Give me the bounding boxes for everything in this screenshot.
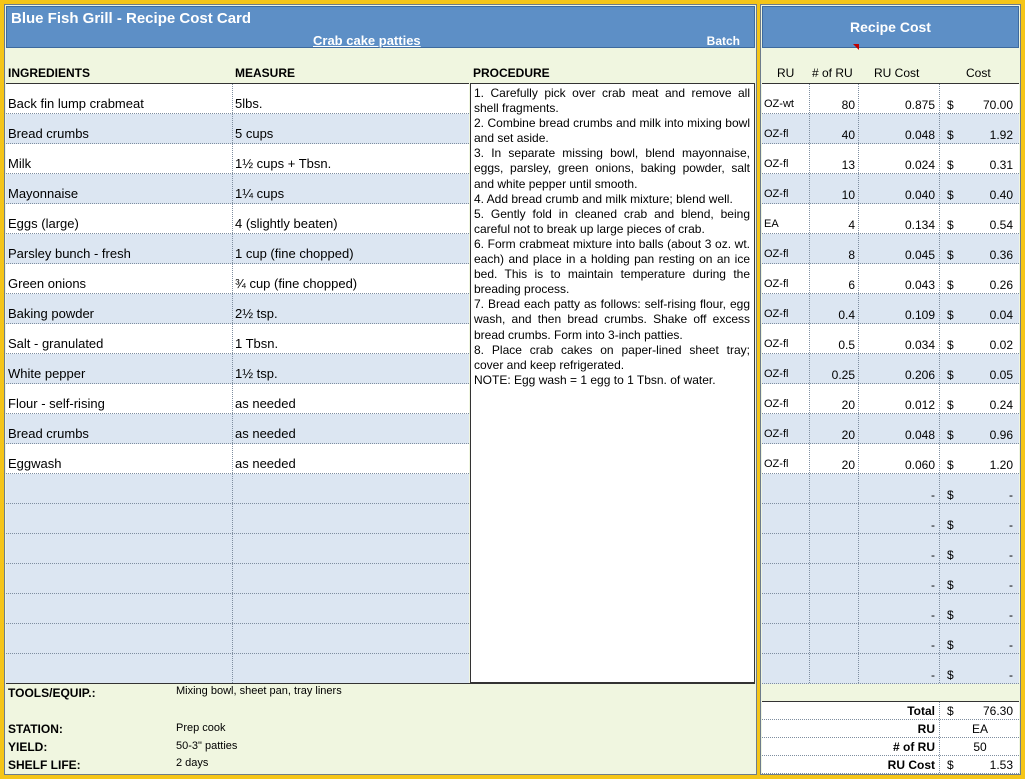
ru-cost-cell[interactable]: - [859, 564, 940, 593]
num-ru-cell[interactable]: 0.5 [810, 324, 859, 353]
ingredient-name-cell[interactable]: Parsley bunch - fresh [6, 234, 233, 263]
num-ru-total-label: # of RU [762, 738, 940, 755]
procedure-step: 8. Place crab cakes on paper-lined sheet tray; cover and keep refrigerated. [474, 342, 750, 372]
total-label: Total [762, 702, 940, 719]
measure-cell[interactable]: 5lbs. [235, 96, 263, 111]
cost-cell[interactable] [940, 204, 1019, 233]
cost-title-bar [762, 6, 1019, 48]
measure-cell[interactable]: ¾ cup (fine chopped) [235, 276, 358, 291]
ru-cell[interactable] [762, 594, 810, 623]
cost-row [762, 114, 1019, 144]
cost-value: 0.31 [989, 158, 1013, 172]
measure-header: MEASURE [235, 66, 296, 80]
cost-cell[interactable] [940, 294, 1019, 323]
currency-symbol: $ [947, 458, 954, 472]
cost-value: 0.26 [989, 278, 1013, 292]
cost-value: 0.40 [989, 188, 1013, 202]
ru-cost-cell[interactable]: 0.134 [859, 204, 940, 233]
cost-cell[interactable] [940, 324, 1019, 353]
currency-symbol: $ [947, 218, 954, 232]
ru-cost-cell[interactable]: - [859, 504, 940, 533]
ru-cost-cell[interactable]: 0.012 [859, 384, 940, 413]
ru-cell[interactable]: OZ-wt [762, 84, 810, 113]
currency-symbol: $ [947, 158, 954, 172]
cost-value: 0.54 [989, 218, 1013, 232]
ru-cost-cell[interactable]: - [859, 534, 940, 563]
cost-value: 1.20 [989, 458, 1013, 472]
measure-cell[interactable]: 1½ tsp. [235, 366, 278, 381]
cost-row [762, 444, 1019, 474]
cost-value: 0.05 [989, 368, 1013, 382]
ru-cell[interactable]: OZ-fl [762, 264, 810, 293]
cost-row [762, 594, 1019, 624]
measure-cell[interactable]: 1 cup (fine chopped) [235, 246, 354, 261]
ru-cost-header: RU Cost [874, 66, 920, 80]
measure-cell[interactable] [233, 534, 469, 563]
cost-row [762, 414, 1019, 444]
num-ru-cell[interactable]: 80 [810, 84, 859, 113]
num-ru-cell[interactable] [810, 534, 859, 563]
ru-cost-cell[interactable]: - [859, 594, 940, 623]
ingredient-name-cell[interactable]: Bread crumbs [6, 414, 233, 443]
yield-label: YIELD: [8, 740, 48, 754]
num-ru-cell[interactable] [810, 474, 859, 503]
procedure-step: 6. Form crabmeat mixture into balls (about 3 oz. wt. each) and place in a holding pan resting on an ice bed. This is to maintain temperature during the breading process. [474, 236, 750, 297]
num-ru-cell[interactable]: 4 [810, 204, 859, 233]
ingredient-name-cell[interactable] [6, 594, 233, 623]
ingredient-name-cell[interactable]: Eggs (large) [6, 204, 233, 233]
ru-cost-cell[interactable]: 0.206 [859, 354, 940, 383]
currency-symbol: $ [947, 518, 954, 532]
ingredient-name-cell[interactable]: Green onions [6, 264, 233, 293]
ru-cell[interactable]: EA [762, 204, 810, 233]
ru-cell[interactable]: OZ-fl [762, 144, 810, 173]
cost-cell[interactable] [940, 594, 1019, 623]
ingredient-row [6, 354, 469, 384]
ingredient-name-cell[interactable]: Back fin lump crabmeat [6, 84, 233, 113]
procedure-box[interactable] [470, 83, 755, 683]
recipe-name-link[interactable]: Crab cake patties [313, 33, 421, 48]
cost-row [762, 534, 1019, 564]
ru-cell[interactable] [762, 564, 810, 593]
ru-cell[interactable]: OZ-fl [762, 444, 810, 473]
measure-cell[interactable]: as needed [235, 396, 296, 411]
ingredient-row [6, 504, 469, 534]
ingredient-name-cell[interactable] [6, 504, 233, 533]
currency-symbol: $ [947, 548, 954, 562]
ingredient-name-cell[interactable] [6, 624, 233, 653]
cost-header: Cost [966, 66, 991, 80]
num-ru-row [762, 738, 1019, 756]
cost-table [762, 83, 1019, 684]
ru-cost-cell[interactable]: 0.043 [859, 264, 940, 293]
ingredient-name-cell[interactable] [6, 564, 233, 593]
currency-symbol: $ [947, 308, 954, 322]
ingredient-name-cell[interactable]: Bread crumbs [6, 114, 233, 143]
cost-cell[interactable] [940, 354, 1019, 383]
num-ru-cell[interactable] [810, 654, 859, 683]
ru-cell[interactable]: OZ-fl [762, 114, 810, 143]
procedure-step: 7. Bread each patty as follows: self-rising flour, egg wash, and then bread crumbs. Shake off excess bread crumbs. Form into 3-inch patties. [474, 297, 750, 342]
ru-header: RU [777, 66, 795, 80]
ru-cost-cell[interactable]: 0.875 [859, 84, 940, 113]
currency-symbol: $ [947, 428, 954, 442]
ru-cost-row [762, 756, 1019, 774]
measure-cell[interactable]: as needed [235, 456, 296, 471]
ru-cost-cell[interactable]: 0.045 [859, 234, 940, 263]
ru-cell[interactable] [762, 504, 810, 533]
ingredient-name-cell[interactable]: Milk [6, 144, 233, 173]
ru-cost-cell[interactable]: 0.048 [859, 114, 940, 143]
ru-cell[interactable]: OZ-fl [762, 414, 810, 443]
currency-symbol: $ [947, 398, 954, 412]
cost-value: 0.02 [989, 338, 1013, 352]
ingredient-row [6, 534, 469, 564]
ru-cell[interactable] [762, 654, 810, 683]
cost-cell[interactable] [940, 564, 1019, 593]
recipe-card-title: Blue Fish Grill - Recipe Cost Card [11, 10, 252, 27]
cost-value: - [1009, 488, 1013, 502]
ingredient-row [6, 234, 469, 264]
currency-symbol: $ [947, 248, 954, 262]
ru-cost-total-value: 1.53 [989, 758, 1013, 772]
ingredients-table [6, 83, 469, 684]
ingredient-name-cell[interactable] [6, 654, 233, 683]
cost-value: 1.92 [989, 128, 1013, 142]
ingredient-row [6, 264, 469, 294]
currency-symbol: $ [947, 488, 954, 502]
currency-symbol: $ [947, 188, 954, 202]
ingredient-row [6, 144, 469, 174]
ingredient-row [6, 114, 469, 144]
ingredient-row [6, 624, 469, 654]
ru-total-label: RU [762, 720, 940, 737]
cost-cell[interactable] [940, 534, 1019, 563]
cost-row [762, 84, 1019, 114]
currency-symbol: $ [947, 98, 954, 112]
cost-cell[interactable] [940, 234, 1019, 263]
ingredient-row [6, 174, 469, 204]
ru-cost-cell[interactable]: 0.040 [859, 174, 940, 203]
procedure-step: 2. Combine bread crumbs and milk into mixing bowl and set aside. [474, 116, 750, 146]
currency-symbol: $ [947, 668, 954, 682]
ru-cost-cell[interactable]: - [859, 654, 940, 683]
ingredient-name-cell[interactable]: Eggwash [6, 444, 233, 473]
measure-cell[interactable]: 1 Tbsn. [235, 336, 279, 351]
ru-cost-cell[interactable]: 0.034 [859, 324, 940, 353]
procedure-step: 4. Add bread crumb and milk mixture; blend well. [474, 191, 733, 206]
cost-cell[interactable] [940, 384, 1019, 413]
measure-cell[interactable]: 1½ cups + Tbsn. [235, 156, 332, 171]
num-ru-cell[interactable]: 20 [810, 414, 859, 443]
ingredient-row [6, 204, 469, 234]
cost-row [762, 174, 1019, 204]
cost-cell[interactable] [940, 444, 1019, 473]
cost-value: - [1009, 638, 1013, 652]
totals-table [762, 701, 1019, 774]
cost-row [762, 474, 1019, 504]
cost-row [762, 324, 1019, 354]
currency-symbol: $ [947, 704, 954, 718]
station-value[interactable]: Prep cook [176, 722, 226, 734]
ru-cell[interactable]: OZ-fl [762, 354, 810, 383]
currency-symbol: $ [947, 128, 954, 142]
num-ru-cell[interactable]: 20 [810, 444, 859, 473]
ingredient-row [6, 654, 469, 684]
cost-row [762, 144, 1019, 174]
cost-cell[interactable] [940, 114, 1019, 143]
title-bar [6, 6, 755, 48]
ingredient-row [6, 564, 469, 594]
ru-cell[interactable]: OZ-fl [762, 324, 810, 353]
cost-cell[interactable] [940, 654, 1019, 683]
cost-value: - [1009, 548, 1013, 562]
procedure-step: 1. Carefully pick over crab meat and remove all shell fragments. [474, 86, 750, 116]
total-value: 76.30 [982, 704, 1013, 718]
ingredient-row [6, 474, 469, 504]
measure-cell[interactable] [233, 594, 469, 623]
currency-symbol: $ [947, 608, 954, 622]
num-ru-cell[interactable]: 0.4 [810, 294, 859, 323]
cost-value: 0.96 [989, 428, 1013, 442]
measure-cell[interactable] [233, 654, 469, 683]
measure-cell[interactable] [233, 474, 469, 503]
cost-cell[interactable] [940, 84, 1019, 113]
ru-cost-total-label: RU Cost [762, 756, 940, 773]
ingredient-name-cell[interactable]: Flour - self-rising [6, 384, 233, 413]
ru-cell[interactable]: OZ-fl [762, 174, 810, 203]
cost-value: 70.00 [982, 98, 1013, 112]
procedure-step: 3. In separate missing bowl, blend mayonnaise, eggs, parsley, green onions, baking powder, salt and white pepper until smooth. [474, 146, 750, 191]
cost-row [762, 384, 1019, 414]
cost-cell[interactable] [940, 264, 1019, 293]
cost-value: - [1009, 578, 1013, 592]
cost-row [762, 624, 1019, 654]
num-ru-total-value[interactable]: 50 [973, 740, 987, 754]
measure-cell[interactable]: 5 cups [235, 126, 274, 141]
cost-value: - [1009, 518, 1013, 532]
ru-cost-cell[interactable]: 0.060 [859, 444, 940, 473]
total-value-cell[interactable] [940, 702, 1019, 719]
ru-cell[interactable]: OZ-fl [762, 234, 810, 263]
currency-symbol: $ [947, 278, 954, 292]
cost-cell[interactable] [940, 474, 1019, 503]
ingredient-row [6, 594, 469, 624]
yield-value[interactable]: 50-3" patties [176, 740, 238, 752]
ru-cost-cell[interactable]: - [859, 474, 940, 503]
ingredient-row [6, 84, 469, 114]
ingredient-row [6, 414, 469, 444]
currency-symbol: $ [947, 638, 954, 652]
ingredients-header: INGREDIENTS [8, 66, 91, 80]
procedure-step: 5. Gently fold in cleaned crab and blend, being careful not to break up large pieces of crab. [474, 206, 750, 236]
cost-cell[interactable] [940, 144, 1019, 173]
ingredient-row [6, 294, 469, 324]
tools-label: TOOLS/EQUIP.: [8, 686, 96, 700]
ru-cell[interactable] [762, 534, 810, 563]
ru-cell[interactable] [762, 624, 810, 653]
measure-cell[interactable]: 2½ tsp. [235, 306, 278, 321]
recipe-cost-title: Recipe Cost [850, 19, 931, 35]
ingredient-row [6, 444, 469, 474]
cost-cell[interactable] [940, 504, 1019, 533]
num-ru-cell[interactable] [810, 624, 859, 653]
num-ru-cell[interactable]: 8 [810, 234, 859, 263]
cost-row [762, 264, 1019, 294]
ru-cell[interactable]: OZ-fl [762, 294, 810, 323]
ingredient-row [6, 324, 469, 354]
cost-row [762, 234, 1019, 264]
currency-symbol: $ [947, 578, 954, 592]
measure-cell[interactable] [233, 504, 469, 533]
currency-symbol: $ [947, 338, 954, 352]
ru-cell[interactable] [762, 474, 810, 503]
num-ru-header: # of RU [812, 66, 853, 80]
comment-indicator-icon[interactable] [853, 44, 859, 50]
batch-label: Batch [706, 34, 740, 48]
measure-cell[interactable]: as needed [235, 426, 296, 441]
num-ru-cell[interactable] [810, 504, 859, 533]
station-label: STATION: [8, 722, 63, 736]
measure-cell[interactable] [233, 564, 469, 593]
procedure-step: NOTE: Egg wash = 1 egg to 1 Tbsn. of water. [474, 372, 716, 387]
ru-total-value[interactable]: EA [971, 722, 988, 736]
shelf-life-label: SHELF LIFE: [8, 758, 81, 772]
ingredient-name-cell[interactable] [6, 534, 233, 563]
currency-symbol: $ [947, 758, 954, 772]
num-ru-cell[interactable]: 40 [810, 114, 859, 143]
cost-row [762, 654, 1019, 684]
cost-cell[interactable] [940, 174, 1019, 203]
ingredient-name-cell[interactable]: White pepper [6, 354, 233, 383]
procedure-header: PROCEDURE [473, 66, 550, 80]
total-row [762, 702, 1019, 720]
ru-cell[interactable]: OZ-fl [762, 384, 810, 413]
num-ru-cell[interactable] [810, 564, 859, 593]
num-ru-cell[interactable]: 0.25 [810, 354, 859, 383]
cost-row [762, 294, 1019, 324]
cost-value: 0.24 [989, 398, 1013, 412]
cost-row [762, 504, 1019, 534]
ingredient-name-cell[interactable]: Salt - granulated [6, 324, 233, 353]
num-ru-cell[interactable]: 10 [810, 174, 859, 203]
ingredient-name-cell[interactable]: Mayonnaise [6, 174, 233, 203]
tools-value[interactable]: Mixing bowl, sheet pan, tray liners [176, 685, 342, 697]
cost-cell[interactable] [940, 624, 1019, 653]
ingredient-row [6, 384, 469, 414]
num-ru-cell[interactable]: 13 [810, 144, 859, 173]
shelf-life-value[interactable]: 2 days [176, 757, 209, 769]
num-ru-cell[interactable]: 6 [810, 264, 859, 293]
cost-row [762, 204, 1019, 234]
ru-cost-cell[interactable]: 0.024 [859, 144, 940, 173]
num-ru-cell[interactable]: 20 [810, 384, 859, 413]
num-ru-cell[interactable] [810, 594, 859, 623]
ru-row [762, 720, 1019, 738]
cost-value: - [1009, 608, 1013, 622]
measure-cell[interactable]: 1¼ cups [235, 186, 285, 201]
measure-cell[interactable] [233, 624, 469, 653]
ru-cost-cell[interactable]: 0.048 [859, 414, 940, 443]
ingredient-name-cell[interactable]: Baking powder [6, 294, 233, 323]
ingredient-name-cell[interactable] [6, 474, 233, 503]
cost-value: 0.04 [989, 308, 1013, 322]
measure-cell[interactable]: 4 (slightly beaten) [235, 216, 338, 231]
cost-row [762, 564, 1019, 594]
cost-value: 0.36 [989, 248, 1013, 262]
cost-value: - [1009, 668, 1013, 682]
ru-cost-value-cell[interactable] [940, 756, 1019, 773]
ru-cost-cell[interactable]: 0.109 [859, 294, 940, 323]
currency-symbol: $ [947, 368, 954, 382]
ru-cost-cell[interactable]: - [859, 624, 940, 653]
cost-cell[interactable] [940, 414, 1019, 443]
recipe-info [6, 683, 755, 773]
cost-row [762, 354, 1019, 384]
